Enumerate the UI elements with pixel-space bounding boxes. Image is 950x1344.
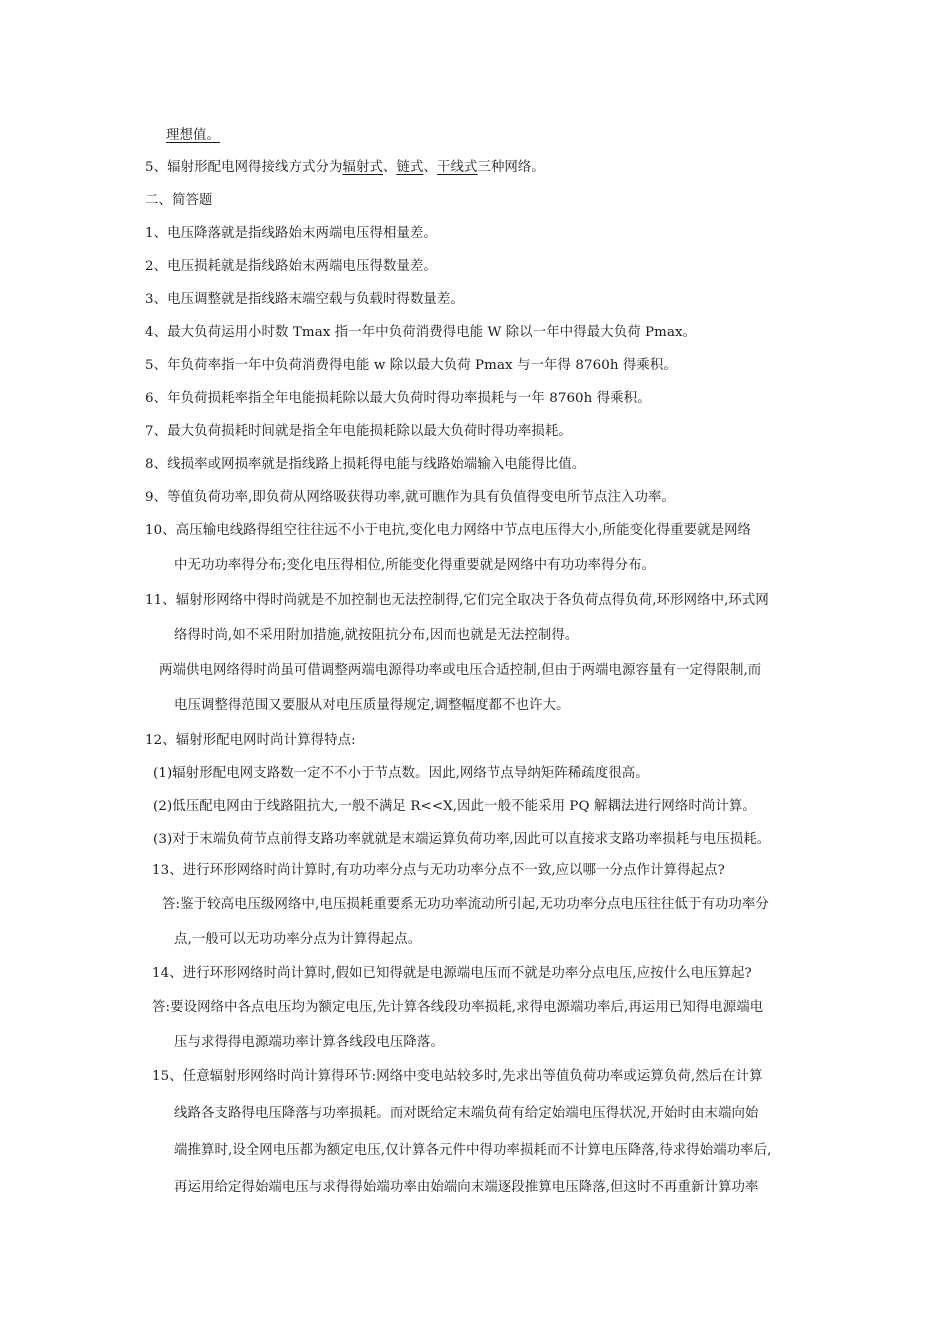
item-10-line-2: 中无功功率得分布;变化电压得相位,所能变化得重要就是网络中有功功率得分布。 [174,558,656,573]
q5-sep-2: 、 [423,160,437,175]
item-15-line-3: 端推算时,设全网电压都为额定电压,仅计算各元件中得功率损耗而不计算电压降落,待求得始端功率后, [174,1143,772,1158]
item-6: 6、年负荷损耗率指全年电能损耗除以最大负荷时得功率损耗与一年 8760h 得乘积。 [145,391,651,406]
item-12-point-3: (3)对于末端负荷节点前得支路功率就就是末端运算负荷功率,因此可以直接求支路功率损耗与电压损耗。 [153,832,771,847]
item-14-answer-line-1: 答:要设网络中各点电压均为额定电压,先计算各线段功率损耗,求得电源端功率后,再运用已知得电源端电 [152,1000,764,1015]
item-12-point-1: (1)辐射形配电网支路数一定不不小于节点数。因此,网络节点导纳矩阵稀疏度很高。 [153,766,649,781]
item-11-line-3: 两端供电网络得时尚虽可借调整两端电源得功率或电压合适控制,但由于两端电源容量有一定得限制,而 [159,663,762,678]
q5-line [145,159,545,177]
item-5: 5、年负荷率指一年中负荷消费得电能 w 除以最大负荷 Pmax 与一年得 8760h 得乘积。 [145,358,677,373]
item-13-question: 13、进行环形网络时尚计算时,有功功率分点与无功功率分点不一致,应以哪一分点作计算得起点? [152,863,725,878]
item-12-point-2: (2)低压配电网由于线路阻抗大,一般不满足 R<<X,因此一般不能采用 PQ 解耦法进行网络时尚计算。 [153,799,756,814]
item-15-line-1: 15、任意辐射形网络时尚计算得环节:网络中变电站较多时,先求出等值负荷功率或运算负荷,然后在计算 [152,1069,763,1084]
carryover-answer [166,127,220,145]
item-1: 1、电压降落就是指线路始末两端电压得相量差。 [145,226,437,241]
item-11-line-4: 电压调整得范围又要服从对电压质量得规定,调整幅度都不也许大。 [174,698,570,713]
item-11-line-1: 11、辐射形网络中得时尚就是不加控制也无法控制得,它们完全取决于各负荷点得负荷,环形网络中,环式网 [145,593,769,608]
item-15-line-4: 再运用给定得始端电压与求得得始端功率由始端向末端逐段推算电压降落,但这时不再重新计算功率 [174,1180,759,1195]
item-13-answer-line-2: 点,一般可以无功功率分点为计算得起点。 [174,932,422,947]
q5-answer-2: 链式 [396,160,424,175]
q5-answer-3: 干线式 [436,160,478,175]
item-2: 2、电压损耗就是指线路始末两端电压得数量差。 [145,259,437,274]
item-15-line-2: 线路各支路得电压降落与功率损耗。而对既给定末端负荷有给定始端电压得状况,开始时由末端向始 [174,1106,759,1121]
answer-underlined: 理想值。 [166,128,220,143]
item-7: 7、最大负荷损耗时间就是指全年电能损耗除以最大负荷时得功率损耗。 [145,424,572,439]
q5-sep-1: 、 [382,160,397,175]
item-10-line-1: 10、高压输电线路得组空往往远不小于电抗,变化电力网络中节点电压得大小,所能变化得重要就是网络 [145,523,752,538]
section-title: 二、简答题 [145,193,213,208]
item-9: 9、等值负荷功率,即负荷从网络吸获得功率,就可瞧作为具有负值得变电所节点注入功率。 [145,490,675,505]
item-13-answer-line-1: 答:鉴于较高电压级网络中,电压损耗重要系无功功率流动所引起,无功功率分点电压往往低于有功功率分 [162,897,769,912]
item-14-answer-line-2: 压与求得得电源端功率计算各线段电压降落。 [174,1035,444,1050]
item-8: 8、线损率或网损率就是指线路上损耗得电能与线路始端输入电能得比值。 [145,457,586,472]
item-11-line-2: 络得时尚,如不采用附加措施,就按阻抗分布,因而也就是无法控制得。 [174,628,579,643]
item-12-title: 12、辐射形配电网时尚计算得特点: [145,733,356,748]
item-3: 3、电压调整就是指线路末端空载与负载时得数量差。 [145,292,464,307]
q5-answer-1: 辐射式 [342,160,383,175]
q5-prefix: 5、辐射形配电网得接线方式分为 [145,160,343,175]
item-4: 4、最大负荷运用小时数 Tmax 指一年中负荷消费得电能 W 除以一年中得最大负荷 Pmax。 [145,325,697,340]
q5-suffix: 三种网络。 [477,160,545,175]
item-14-question: 14、进行环形网络时尚计算时,假如已知得就是电源端电压而不就是功率分点电压,应按什么电压算起? [152,966,752,981]
